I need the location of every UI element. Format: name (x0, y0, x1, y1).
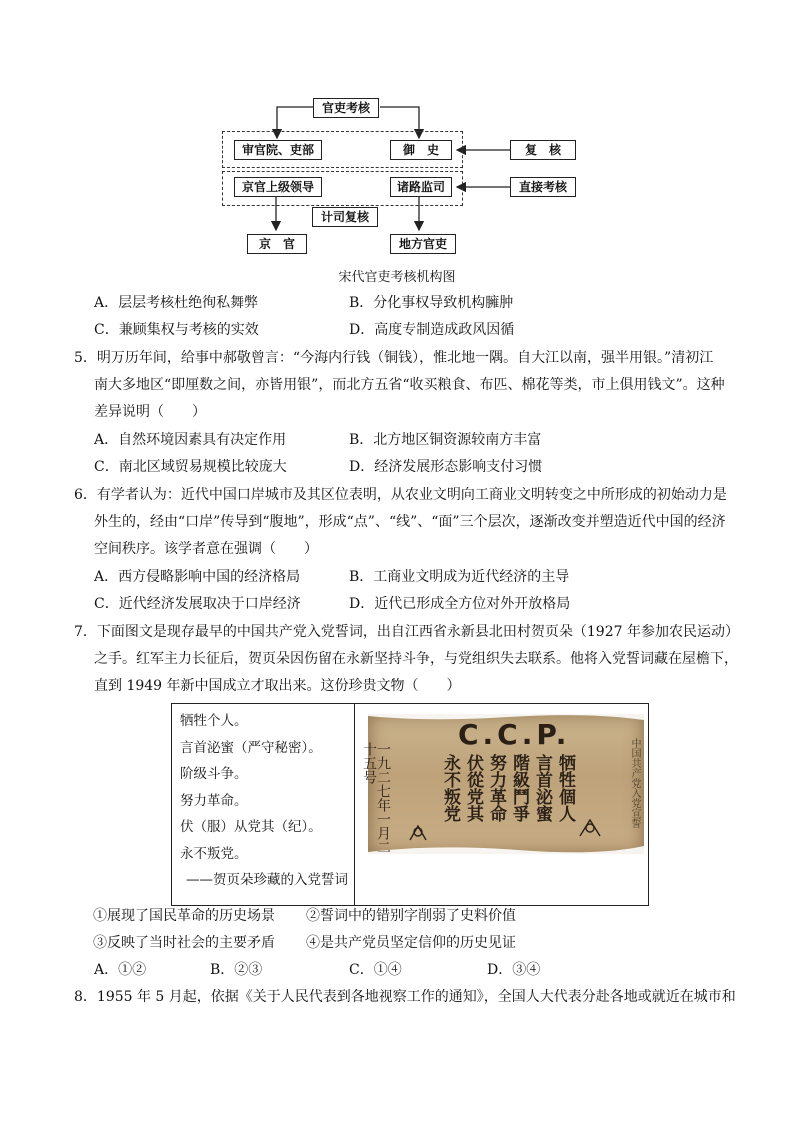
cloth-col-2: 言首泌蜜 (532, 754, 552, 822)
q6-option-c: C．近代经济发展取决于口岸经济 (94, 596, 301, 612)
cloth-date-text: 一九二七年一月二十五号 (361, 742, 391, 854)
node-zhulu-jiansi: 诸路监司 (390, 177, 452, 197)
q7-option-c: C．①④ (349, 962, 402, 978)
oath-line-3: 阶级斗争。 (180, 766, 248, 782)
oath-line-1: 牺牲个人。 (180, 713, 248, 729)
q6-line-2: 外生的，经由“口岸”传导到“腹地”，形成“点”、“线”、“面”三个层次，逐渐改变并塑造近代中国的经济 (94, 514, 726, 530)
question-6-stem (74, 482, 727, 563)
q4-option-c: C．兼顾集权与考核的实效 (94, 322, 259, 338)
question-8-stem (74, 984, 736, 1011)
oath-figure-table (171, 703, 649, 906)
question-5-stem (74, 345, 725, 426)
q5-option-b: B．北方地区铜资源较南方丰富 (349, 432, 542, 448)
cloth-ccp-header: C.C.P. (458, 718, 571, 751)
oath-text-cell (172, 704, 355, 905)
q8-line-1: 8．1955 年 5 月起，依据《关于人民代表到各地视察工作的通知》，全国人大代表分赴各地或就近在城市和 (74, 989, 736, 1005)
node-difang-guanli: 地方官吏 (390, 234, 456, 254)
q7-option-b: B．②③ (210, 962, 263, 978)
q7-statement-3: ③反映了当时社会的主要矛盾 (93, 935, 275, 951)
q7-option-a: A．①② (94, 962, 147, 978)
q5-line-2: 南大多地区“即厘数之间，亦皆用银”，而北方五省“收买粮食、布匹、棉花等类，市上俱用钱文”。这种 (94, 377, 725, 393)
q7-line-1: 7．下面图文是现存最早的中国共产党入党誓词，出自江西省永新县北田村贺页朵（1927 年参加农民运动） (74, 624, 739, 640)
node-jisi-fuhe: 计司复核 (312, 207, 378, 227)
diagram-caption: 宋代官吏考核机构图 (338, 270, 456, 285)
node-fuhe: 复 核 (510, 140, 576, 160)
oath-line-2: 言首泌蜜（严守秘密）。 (180, 739, 322, 756)
q5-option-d: D．经济发展形态影响支付习惯 (349, 459, 543, 475)
cloth-col-4: 努力革命 (486, 754, 506, 822)
oath-cloth-photo (361, 714, 644, 854)
q6-line-1: 6．有学者认为：近代中国口岸城市及其区位表明，从农业文明向工商业文明转变之中所形成的初始动力是 (74, 487, 727, 503)
q7-statement-1: ①展现了国民革命的历史场景 (93, 908, 275, 924)
q5-option-c: C．南北区域贸易规模比较庞大 (94, 459, 287, 475)
q7-statement-2: ②誓词中的错别字削弱了史料价值 (306, 908, 516, 924)
cloth-col-3: 階級鬥爭 (509, 754, 529, 822)
node-jingguan-leader: 京官上级领导 (234, 177, 322, 197)
node-yushi: 御 史 (390, 140, 452, 160)
node-jingguan: 京 官 (247, 234, 307, 254)
q7-option-d: D．③④ (487, 962, 541, 978)
q6-option-d: D．近代已形成全方位对外开放格局 (349, 596, 571, 612)
q4-option-d: D．高度专制造成政风因循 (349, 322, 515, 338)
q7-statement-4: ④是共产党员坚定信仰的历史见证 (306, 935, 516, 951)
cloth-side-text: 中国共产党入党宣誓 (629, 738, 640, 828)
node-guanli-kaohe: 官吏考核 (313, 98, 379, 118)
q6-option-a: A．西方侵略影响中国的经济格局 (94, 569, 301, 585)
q7-line-2: 之手。红军主力长征后，贺页朵因伤留在永新坚持斗争，与党组织失去联系。他将入党誓词藏在屋檐下， (94, 651, 738, 667)
oath-line-5: 伏（服）从党其（纪）。 (180, 819, 322, 835)
q4-option-a: A．层层考核杜绝徇私舞弊 (94, 295, 259, 311)
cloth-col-5: 伏從党其 (463, 754, 483, 822)
oath-line-6: 永不叛党。 (180, 845, 248, 862)
oath-source: ——贺页朵珍藏的入党誓词 (186, 872, 348, 888)
q4-option-b: B．分化事权导致机构臃肿 (349, 295, 514, 311)
oath-line-4: 努力革命。 (180, 792, 248, 809)
cloth-col-6: 永不叛党 (440, 754, 460, 822)
q5-line-1: 5．明万历年间，给事中郝敬曾言：“今海内行钱（铜钱），惟北地一隅。自大江以南，强半用银。”清初江 (74, 350, 714, 366)
cloth-oath-columns (440, 754, 575, 822)
q5-line-3: 差异说明（ ） (94, 404, 206, 420)
q6-line-3: 空间秩序。该学者意在强调（ ） (94, 541, 318, 557)
node-shenguanyuan-libu: 审官院、吏部 (234, 140, 322, 160)
node-zhijie-kaohe: 直接考核 (510, 177, 576, 197)
q7-line-3: 直到 1949 年新中国成立才取出来。这份珍贵文物（ ） (94, 678, 461, 694)
q5-option-a: A．自然环境因素具有决定作用 (94, 432, 287, 448)
question-7-stem (74, 619, 739, 700)
cloth-col-1: 牺牲個人 (555, 754, 575, 822)
q6-option-b: B．工商业文明成为近代经济的主导 (349, 569, 570, 585)
